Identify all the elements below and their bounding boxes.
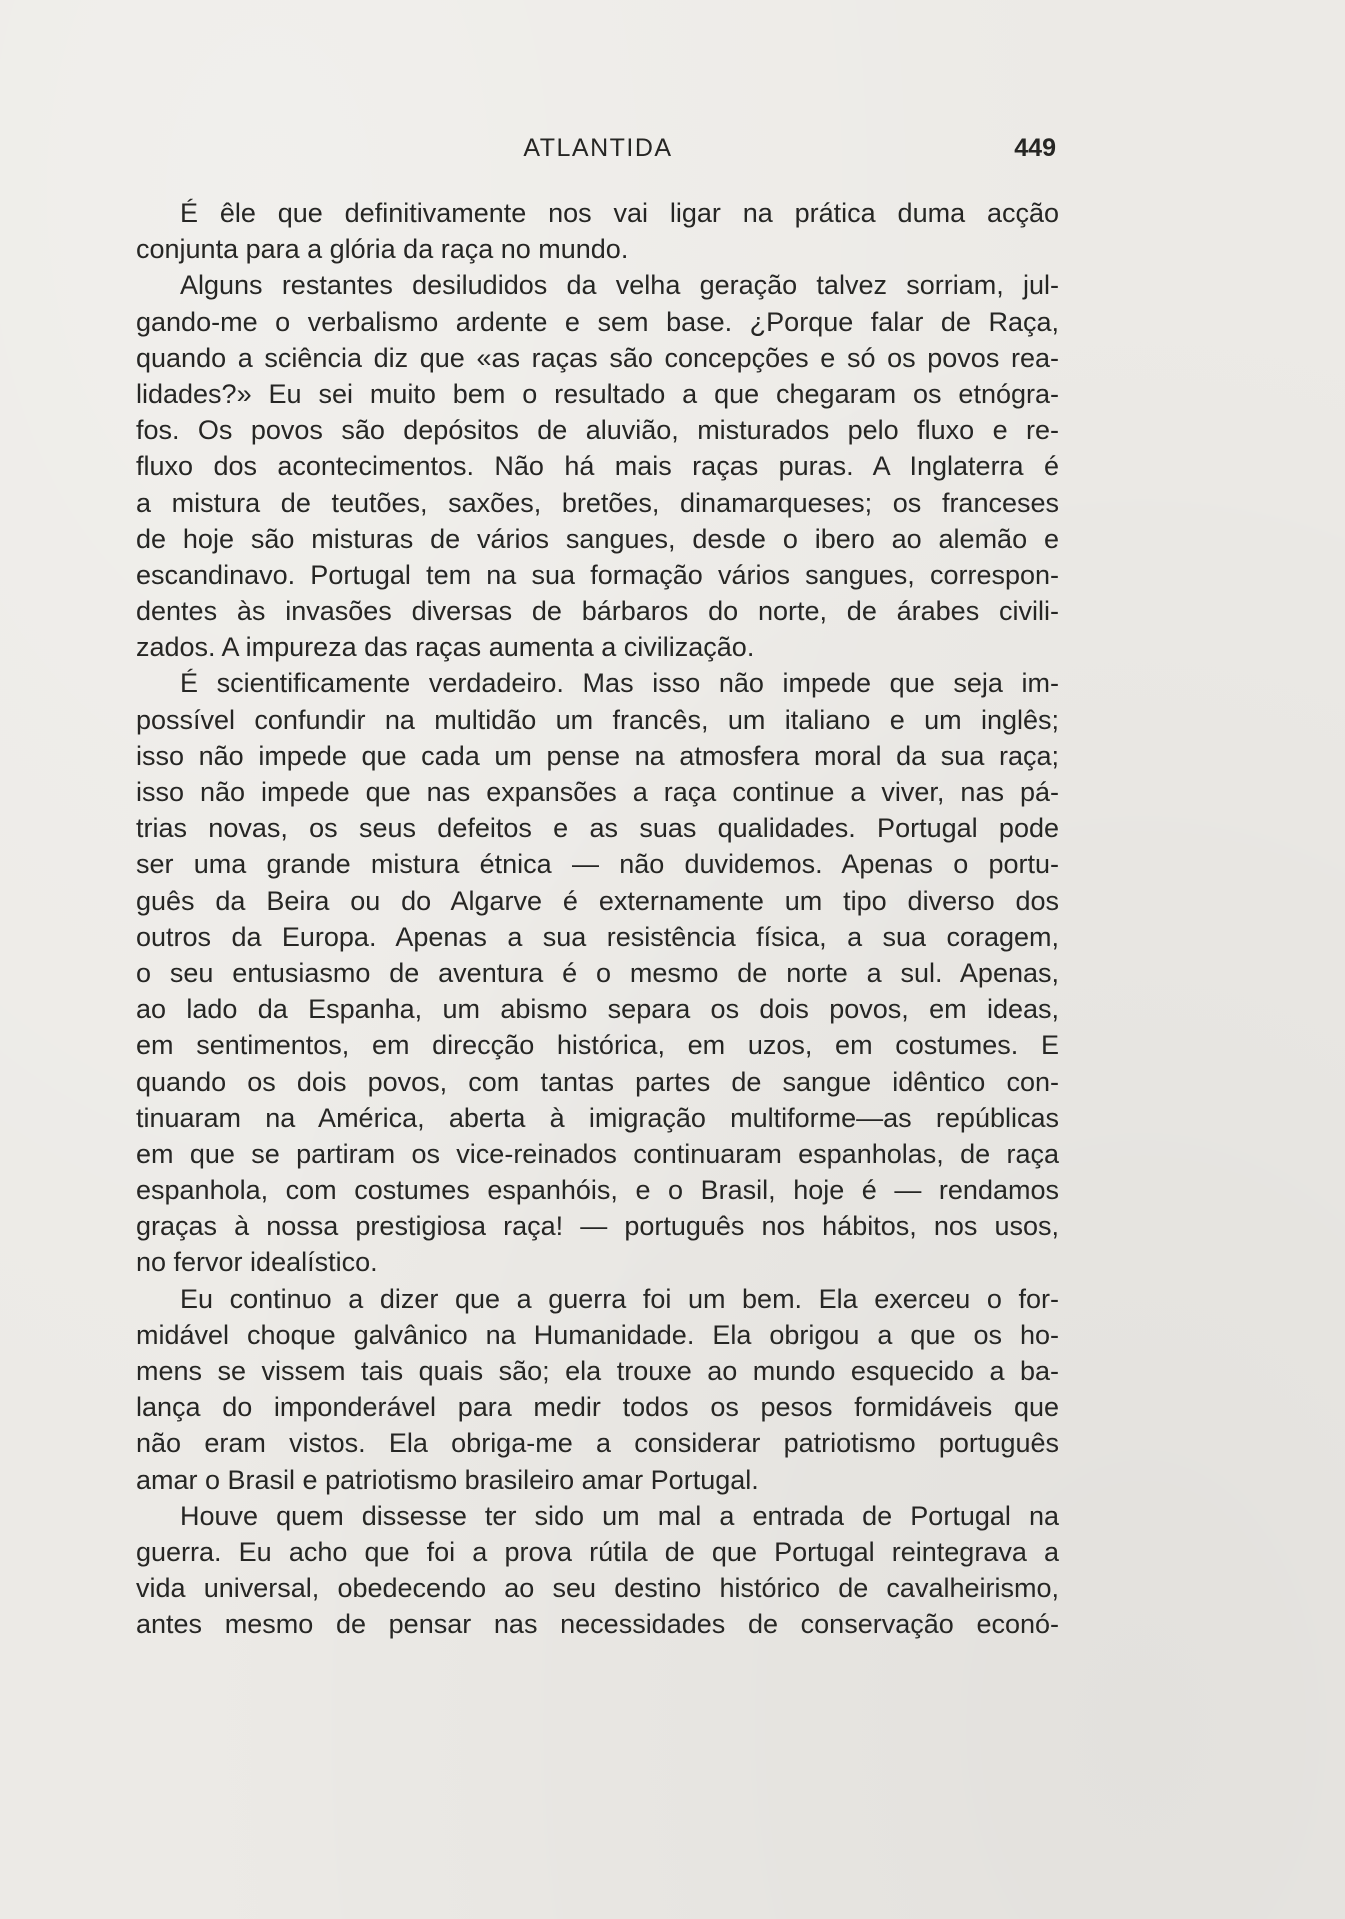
text-line: escandinavo. Portugal tem na sua formação vários sangues, correspon- bbox=[136, 559, 1059, 590]
text-line: quando os dois povos, com tantas partes de sangue idêntico con- bbox=[136, 1066, 1059, 1097]
text-line: É êle que definitivamente nos vai ligar na prática duma acção bbox=[180, 198, 1059, 228]
text-line: gando-me o verbalismo ardente e sem base. ¿Porque falar de Raça, bbox=[136, 306, 1059, 337]
running-head bbox=[136, 128, 1060, 168]
running-title: ATLANTIDA bbox=[523, 134, 673, 162]
text-line: em sentimentos, em direcção histórica, em uzos, em costumes. E bbox=[136, 1030, 1059, 1061]
text-line: fluxo dos acontecimentos. Não há mais raças puras. A Inglaterra é bbox=[136, 451, 1059, 482]
text-line: possível confundir na multidão um francês, um italiano e um inglês; bbox=[136, 704, 1059, 735]
text-line: graças à nossa prestigiosa raça! — português nos hábitos, nos usos, bbox=[136, 1211, 1059, 1242]
text-line: de hoje são misturas de vários sangues, desde o ibero ao alemão e bbox=[136, 523, 1059, 554]
text-line: Houve quem dissesse ter sido um mal a entrada de Portugal na bbox=[180, 1500, 1059, 1531]
text-line: amar o Brasil e patriotismo brasileiro amar Portugal. bbox=[136, 1464, 759, 1495]
text-line: a mistura de teutões, saxões, bretões, dinamarqueses; os franceses bbox=[136, 487, 1059, 518]
text-line: mens se vissem tais quais são; ela trouxe ao mundo esquecido a ba- bbox=[136, 1356, 1059, 1386]
text-line: no fervor idealístico. bbox=[136, 1247, 378, 1278]
text-line: guês da Beira ou do Algarve é externamente um tipo diverso dos bbox=[136, 885, 1059, 916]
text-line: isso não impede que cada um pense na atmosfera moral da sua raça; bbox=[136, 740, 1059, 771]
text-line: zados. A impureza das raças aumenta a civilização. bbox=[136, 632, 755, 663]
text-line: guerra. Eu acho que foi a prova rútila de que Portugal reintegrava a bbox=[136, 1536, 1059, 1567]
text-line: ser uma grande mistura étnica — não duvidemos. Apenas o portu- bbox=[136, 849, 1059, 880]
text-line: outros da Europa. Apenas a sua resistência física, a sua coragem, bbox=[136, 921, 1059, 952]
text-line: em que se partiram os vice-reinados continuaram espanholas, de raça bbox=[136, 1138, 1059, 1169]
text-line: isso não impede que nas expansões a raça continue a viver, nas pá- bbox=[136, 777, 1059, 807]
text-line: não eram vistos. Ela obriga-me a considerar patriotismo português bbox=[136, 1428, 1059, 1459]
text-line: Alguns restantes desiludidos da velha geração talvez sorriam, jul- bbox=[180, 270, 1059, 301]
text-line: quando a sciência diz que «as raças são concepções e só os povos rea- bbox=[136, 342, 1059, 373]
text-line: antes mesmo de pensar nas necessidades de conservação econó- bbox=[136, 1609, 1059, 1640]
text-line: É scientificamente verdadeiro. Mas isso não impede que seja im- bbox=[180, 668, 1059, 699]
text-line: dentes às invasões diversas de bárbaros do norte, de árabes civili- bbox=[136, 596, 1059, 627]
text-line: lidades?» Eu sei muito bem o resultado a que chegaram os etnógra- bbox=[136, 378, 1059, 409]
text-line: lança do imponderável para medir todos os pesos formidáveis que bbox=[136, 1392, 1059, 1423]
text-line: fos. Os povos são depósitos de aluvião, misturados pelo fluxo e re- bbox=[136, 415, 1059, 446]
text-line: vida universal, obedecendo ao seu destino histórico de cavalheirismo, bbox=[136, 1573, 1059, 1604]
body-text bbox=[136, 195, 1059, 1643]
text-line: Eu continuo a dizer que a guerra foi um bem. Ela exerceu o for- bbox=[180, 1283, 1059, 1314]
text-line: midável choque galvânico na Humanidade. Ela obrigou a que os ho- bbox=[136, 1319, 1059, 1350]
text-line: ao lado da Espanha, um abismo separa os dois povos, em ideas, bbox=[136, 994, 1059, 1025]
page-number: 449 bbox=[1014, 134, 1056, 162]
text-line: tinuaram na América, aberta à imigração multiforme—as repúblicas bbox=[136, 1102, 1059, 1133]
text-line: conjunta para a glória da raça no mundo. bbox=[136, 234, 629, 265]
text-line: trias novas, os seus defeitos e as suas qualidades. Portugal pode bbox=[136, 813, 1059, 844]
text-line: o seu entusiasmo de aventura é o mesmo de norte a sul. Apenas, bbox=[136, 957, 1059, 988]
text-line: espanhola, com costumes espanhóis, e o Brasil, hoje é — rendamos bbox=[136, 1175, 1059, 1206]
